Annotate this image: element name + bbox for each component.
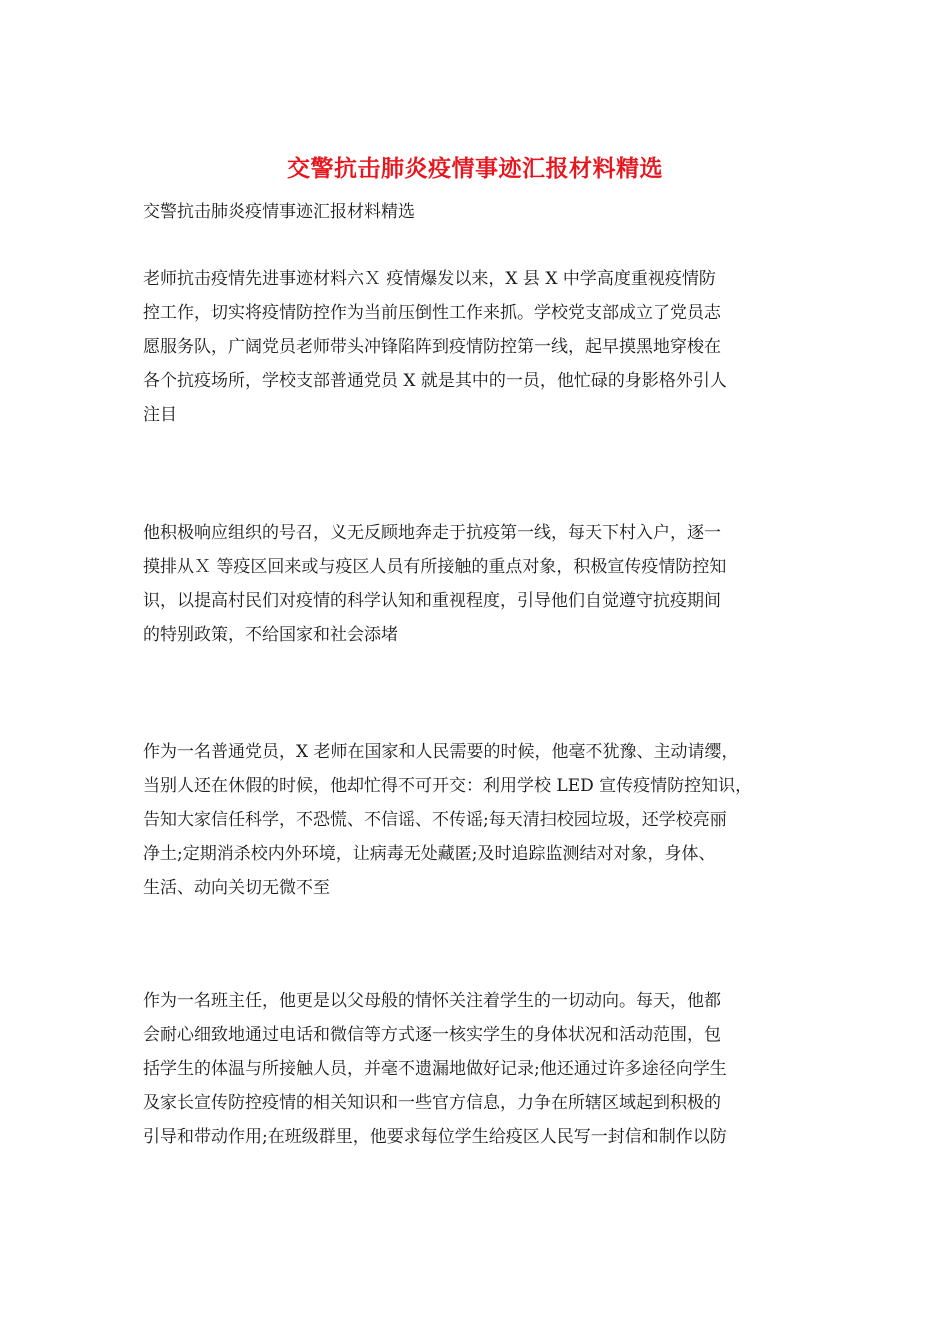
- paragraph-line: 净土;定期消杀校内外环境，让病毒无处藏匿;及时追踪监测结对对象，身体、: [143, 844, 716, 864]
- paragraph-4: [143, 984, 815, 1154]
- paragraph-3: [143, 735, 815, 905]
- paragraph-line: 作为一名普通党员，X 老师在国家和人民需要的时候，他毫不犹豫、主动请缨，: [143, 742, 739, 762]
- paragraph-line: 识，以提高村民们对疫情的科学认知和重视程度，引导他们自觉遵守抗疫期间: [143, 591, 721, 611]
- paragraph-line: 老师抗击疫情先进事迹材料六Ｘ 疫情爆发以来，X 县 X 中学高度重视疫情防: [143, 269, 716, 289]
- paragraph-line: 当别人还在休假的时候，他却忙得不可开交：利用学校 LED 宣传疫情防控知识，: [143, 776, 753, 796]
- document-title: 交警抗击肺炎疫情事迹汇报材料精选: [287, 155, 663, 182]
- paragraph-1: [143, 262, 815, 432]
- paragraph-line: 注目: [143, 405, 177, 425]
- paragraph-line: 作为一名班主任，他更是以父母般的情怀关注着学生的一切动向。每天，他都: [143, 991, 721, 1011]
- paragraph-line: 的特别政策，不给国家和社会添堵: [143, 625, 398, 645]
- document-subtitle: 交警抗击肺炎疫情事迹汇报材料精选: [143, 202, 415, 222]
- paragraph-2: [143, 516, 815, 652]
- paragraph-line: 及家长宣传防控疫情的相关知识和一些官方信息，力争在所辖区域起到积极的: [143, 1093, 721, 1113]
- paragraph-line: 各个抗疫场所，学校支部普通党员 X 就是其中的一员，他忙碌的身影格外引人: [143, 371, 727, 391]
- paragraph-line: 会耐心细致地通过电话和微信等方式逐一核实学生的身体状况和活动范围，包: [143, 1025, 721, 1045]
- paragraph-line: 生活、动向关切无微不至: [143, 878, 330, 898]
- paragraph-line: 告知大家信任科学，不恐慌、不信谣、不传谣;每天清扫校园垃圾，还学校亮丽: [143, 810, 727, 830]
- paragraph-line: 括学生的体温与所接触人员，并毫不遗漏地做好记录;他还通过许多途径向学生: [143, 1059, 727, 1079]
- paragraph-line: 引导和带动作用;在班级群里，他要求每位学生给疫区人民写一封信和制作以防: [143, 1127, 727, 1147]
- paragraph-line: 愿服务队，广阔党员老师带头冲锋陷阵到疫情防控第一线，起早摸黑地穿梭在: [143, 337, 721, 357]
- paragraph-line: 他积极响应组织的号召，义无反顾地奔走于抗疫第一线，每天下村入户，逐一: [143, 523, 721, 543]
- paragraph-line: 控工作，切实将疫情防控作为当前压倒性工作来抓。学校党支部成立了党员志: [143, 303, 721, 323]
- paragraph-line: 摸排从Ｘ 等疫区回来或与疫区人员有所接触的重点对象，积极宣传疫情防控知: [143, 557, 727, 577]
